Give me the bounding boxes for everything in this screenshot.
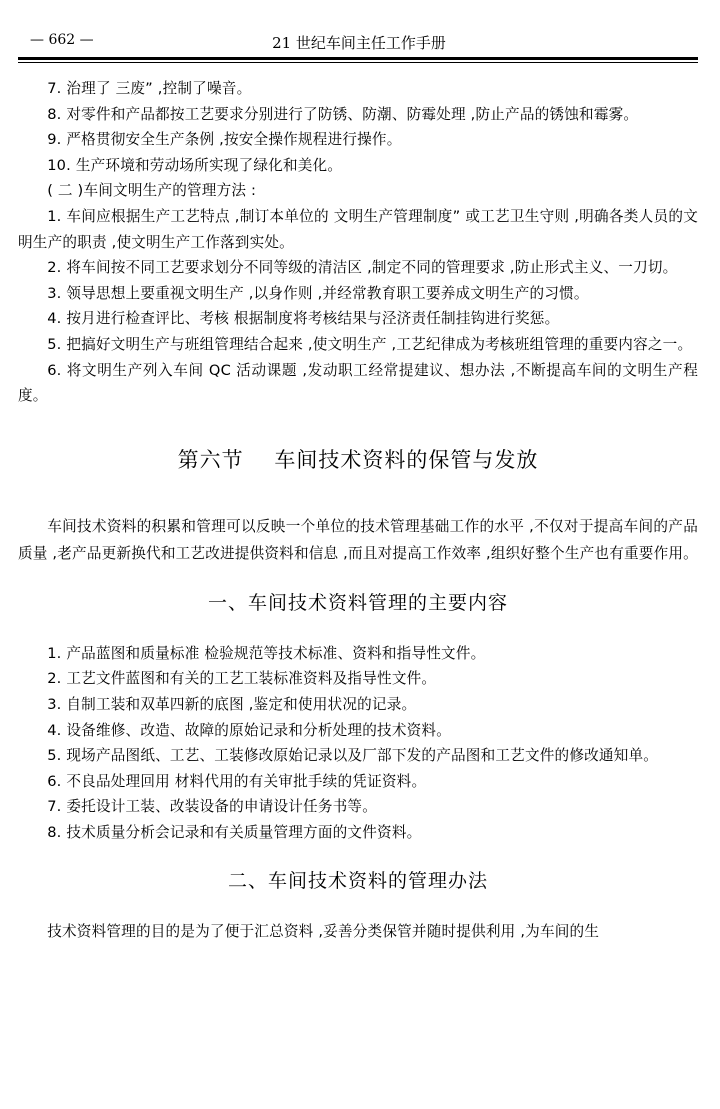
paragraph: 7. 治理了 三废” ,控制了噪音。	[47, 80, 252, 97]
page-number: — 662 —	[30, 32, 94, 48]
paragraph: 4. 按月进行检查评比、考核 根据制度将考核结果与泾济责任制挂钩进行奖惩。	[47, 310, 560, 328]
list-item: 4. 设备维修、改造、故障的原始记录和分析处理的技术资料。	[47, 721, 451, 739]
list-item: 5. 现场产品图纸、工艺、工装修改原始记录以及厂部下发的产品图和工艺文件的修改通知单。	[47, 747, 659, 765]
paragraph: 5. 把搞好文明生产与班组管理结合起来 ,使文明生产 ,工艺纪律成为考核班组管理的重要内容之一。	[47, 335, 693, 353]
paragraph: 1. 车间应根据生产工艺特点 ,制订本单位的 文明生产管理制度” 或工艺卫生守则 ,明确各类人员的文明生产的职责 ,使文明生产工作落到实处。	[18, 207, 698, 251]
list-item: 2. 工艺文件蓝图和有关的工艺工装标准资料及指导性文件。	[47, 670, 437, 688]
body-text	[18, 76, 698, 945]
intro-paragraph: 车间技术资料的积累和管理可以反映一个单位的技术管理基础工作的水平 ,不仅对于提高车间的产品质量 ,老产品更新换代和工艺改进提供资料和信息 ,而且对提高工作效率 ,组织好整个生产也有重要作用。	[18, 517, 698, 562]
running-title: 21 世纪车间主任工作手册	[272, 34, 446, 52]
paragraph: ( 二 )车间文明生产的管理方法 :	[47, 182, 257, 200]
list-item: 1. 产品蓝图和质量标准 检验规范等技术标准、资料和指导性文件。	[47, 644, 486, 662]
paragraph: 6. 将文明生产列入车间 QC 活动课题 ,发动职工经常提建议、想办法 ,不断提高车间的文明生产程度。	[18, 361, 698, 405]
paragraph: 9. 严格贯彻安全生产条例 ,按安全操作规程进行操作。	[47, 131, 402, 149]
header-rule-thick	[18, 57, 698, 60]
page-header	[20, 30, 698, 54]
section-title: 第六节 车间技术资料的保管与发放	[177, 447, 539, 472]
subsection-title: 二、车间技术资料的管理办法	[227, 870, 488, 893]
list-item: 7. 委托设计工装、改装设备的申请设计任务书等。	[47, 798, 378, 816]
list-item: 3. 自制工装和双革四新的底图 ,鉴定和使用状况的记录。	[47, 695, 417, 713]
list-item: 8. 技术质量分析会记录和有关质量管理方面的文件资料。	[47, 823, 422, 841]
paragraph: 10. 生产环境和劳动场所实现了绿化和美化。	[47, 156, 343, 174]
paragraph: 2. 将车间按不同工艺要求划分不同等级的清洁区 ,制定不同的管理要求 ,防止形式主义、一刀切。	[47, 259, 678, 277]
subsection-title: 一、车间技术资料管理的主要内容	[207, 591, 508, 614]
header-rule-thin	[18, 62, 698, 63]
paragraph: 3. 领导思想上要重视文明生产 ,以身作则 ,并经常教育职工要养成文明生产的习惯。	[47, 284, 589, 302]
paragraph: 8. 对零件和产品都按工艺要求分别进行了防锈、防潮、防霉处理 ,防止产品的锈蚀和霉雾。	[47, 105, 639, 123]
paragraph: 技术资料管理的目的是为了便于汇总资料 ,妥善分类保管并随时提供利用 ,为车间的生	[47, 923, 600, 941]
list-item: 6. 不良品处理回用 材料代用的有关审批手续的凭证资料。	[47, 772, 427, 790]
